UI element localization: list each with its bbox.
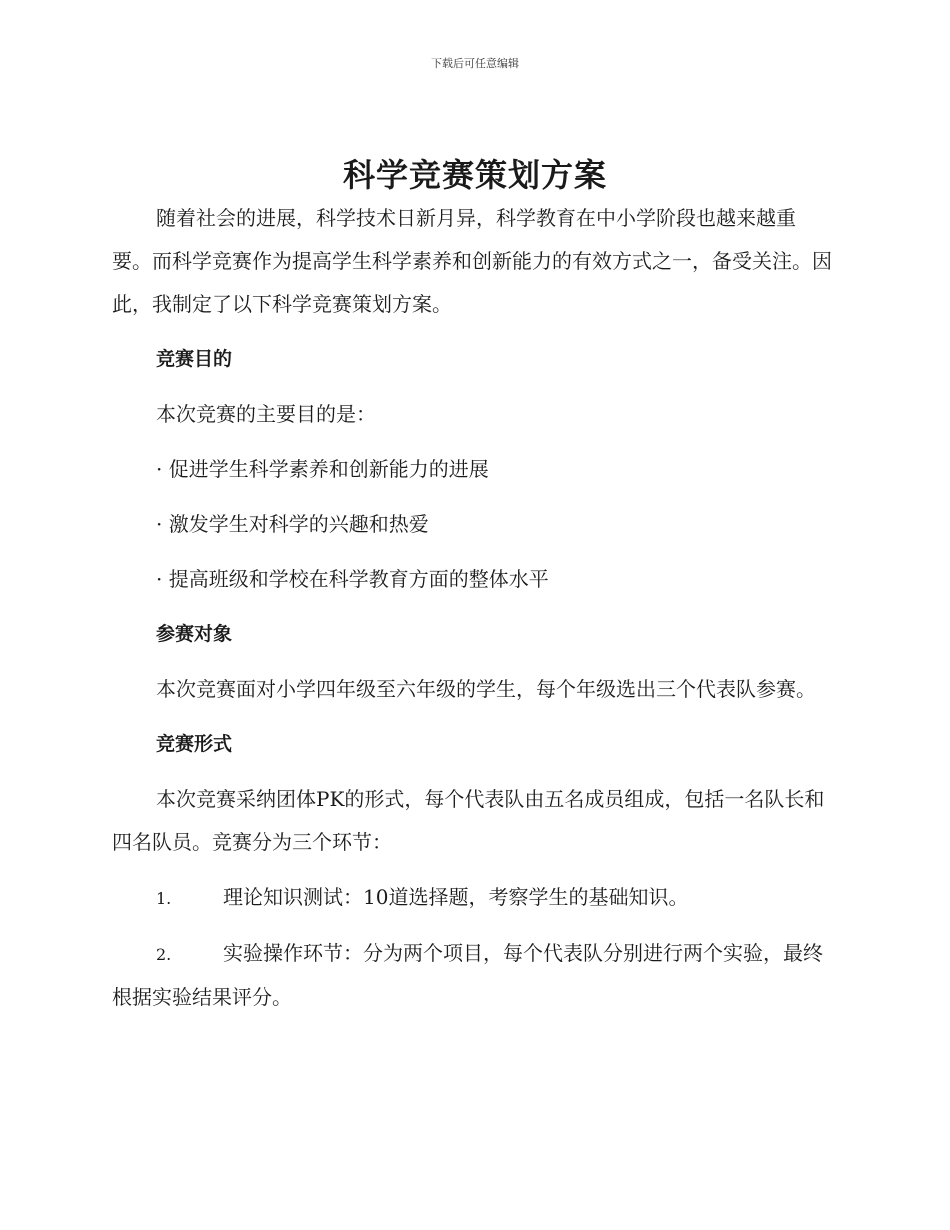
format-paragraph: 本次竞赛采纳团体PK的形式，每个代表队由五名成员组成，包括一名队长和四名队员。竞赛分为三个环节： [112,787,825,854]
format-list-item [112,932,834,1019]
intro-paragraph: 随着社会的进展，科学技术日新月异，科学教育在中小学阶段也越来越重要。而科学竞赛作为提高学生科学素养和创新能力的有效方式之一，备受关注。因此，我制定了以下科学竞赛策划方案。 [112,206,832,316]
purpose-bullet: · 提高班级和学校在科学教育方面的整体水平 [156,567,549,591]
header-note: 下载后可任意编辑 [431,57,519,70]
list-item-text: 理论知识测试：10道选择题，考察学生的基础知识。 [223,885,689,909]
list-item-text: 实验操作环节：分为两个项目，每个代表队分别进行两个实验，最终根据实验结果评分。 [112,941,823,1009]
section-heading-purpose: 竞赛目的 [156,348,233,370]
purpose-bullet: · 促进学生科学素养和创新能力的进展 [156,457,489,481]
section-heading-format: 竞赛形式 [156,733,233,755]
section-heading-participants: 参赛对象 [156,623,233,645]
list-item-number: 2. [156,945,172,964]
participants-paragraph: 本次竞赛面对小学四年级至六年级的学生，每个年级选出三个代表队参赛。 [156,677,816,701]
purpose-lead: 本次竞赛的主要目的是： [156,402,376,426]
format-list-item [112,876,834,920]
list-item-number: 1. [156,889,172,908]
purpose-bullet: · 激发学生对科学的兴趣和热爱 [156,512,429,536]
document-title: 科学竞赛策划方案 [342,156,607,194]
document-body [112,197,834,1019]
